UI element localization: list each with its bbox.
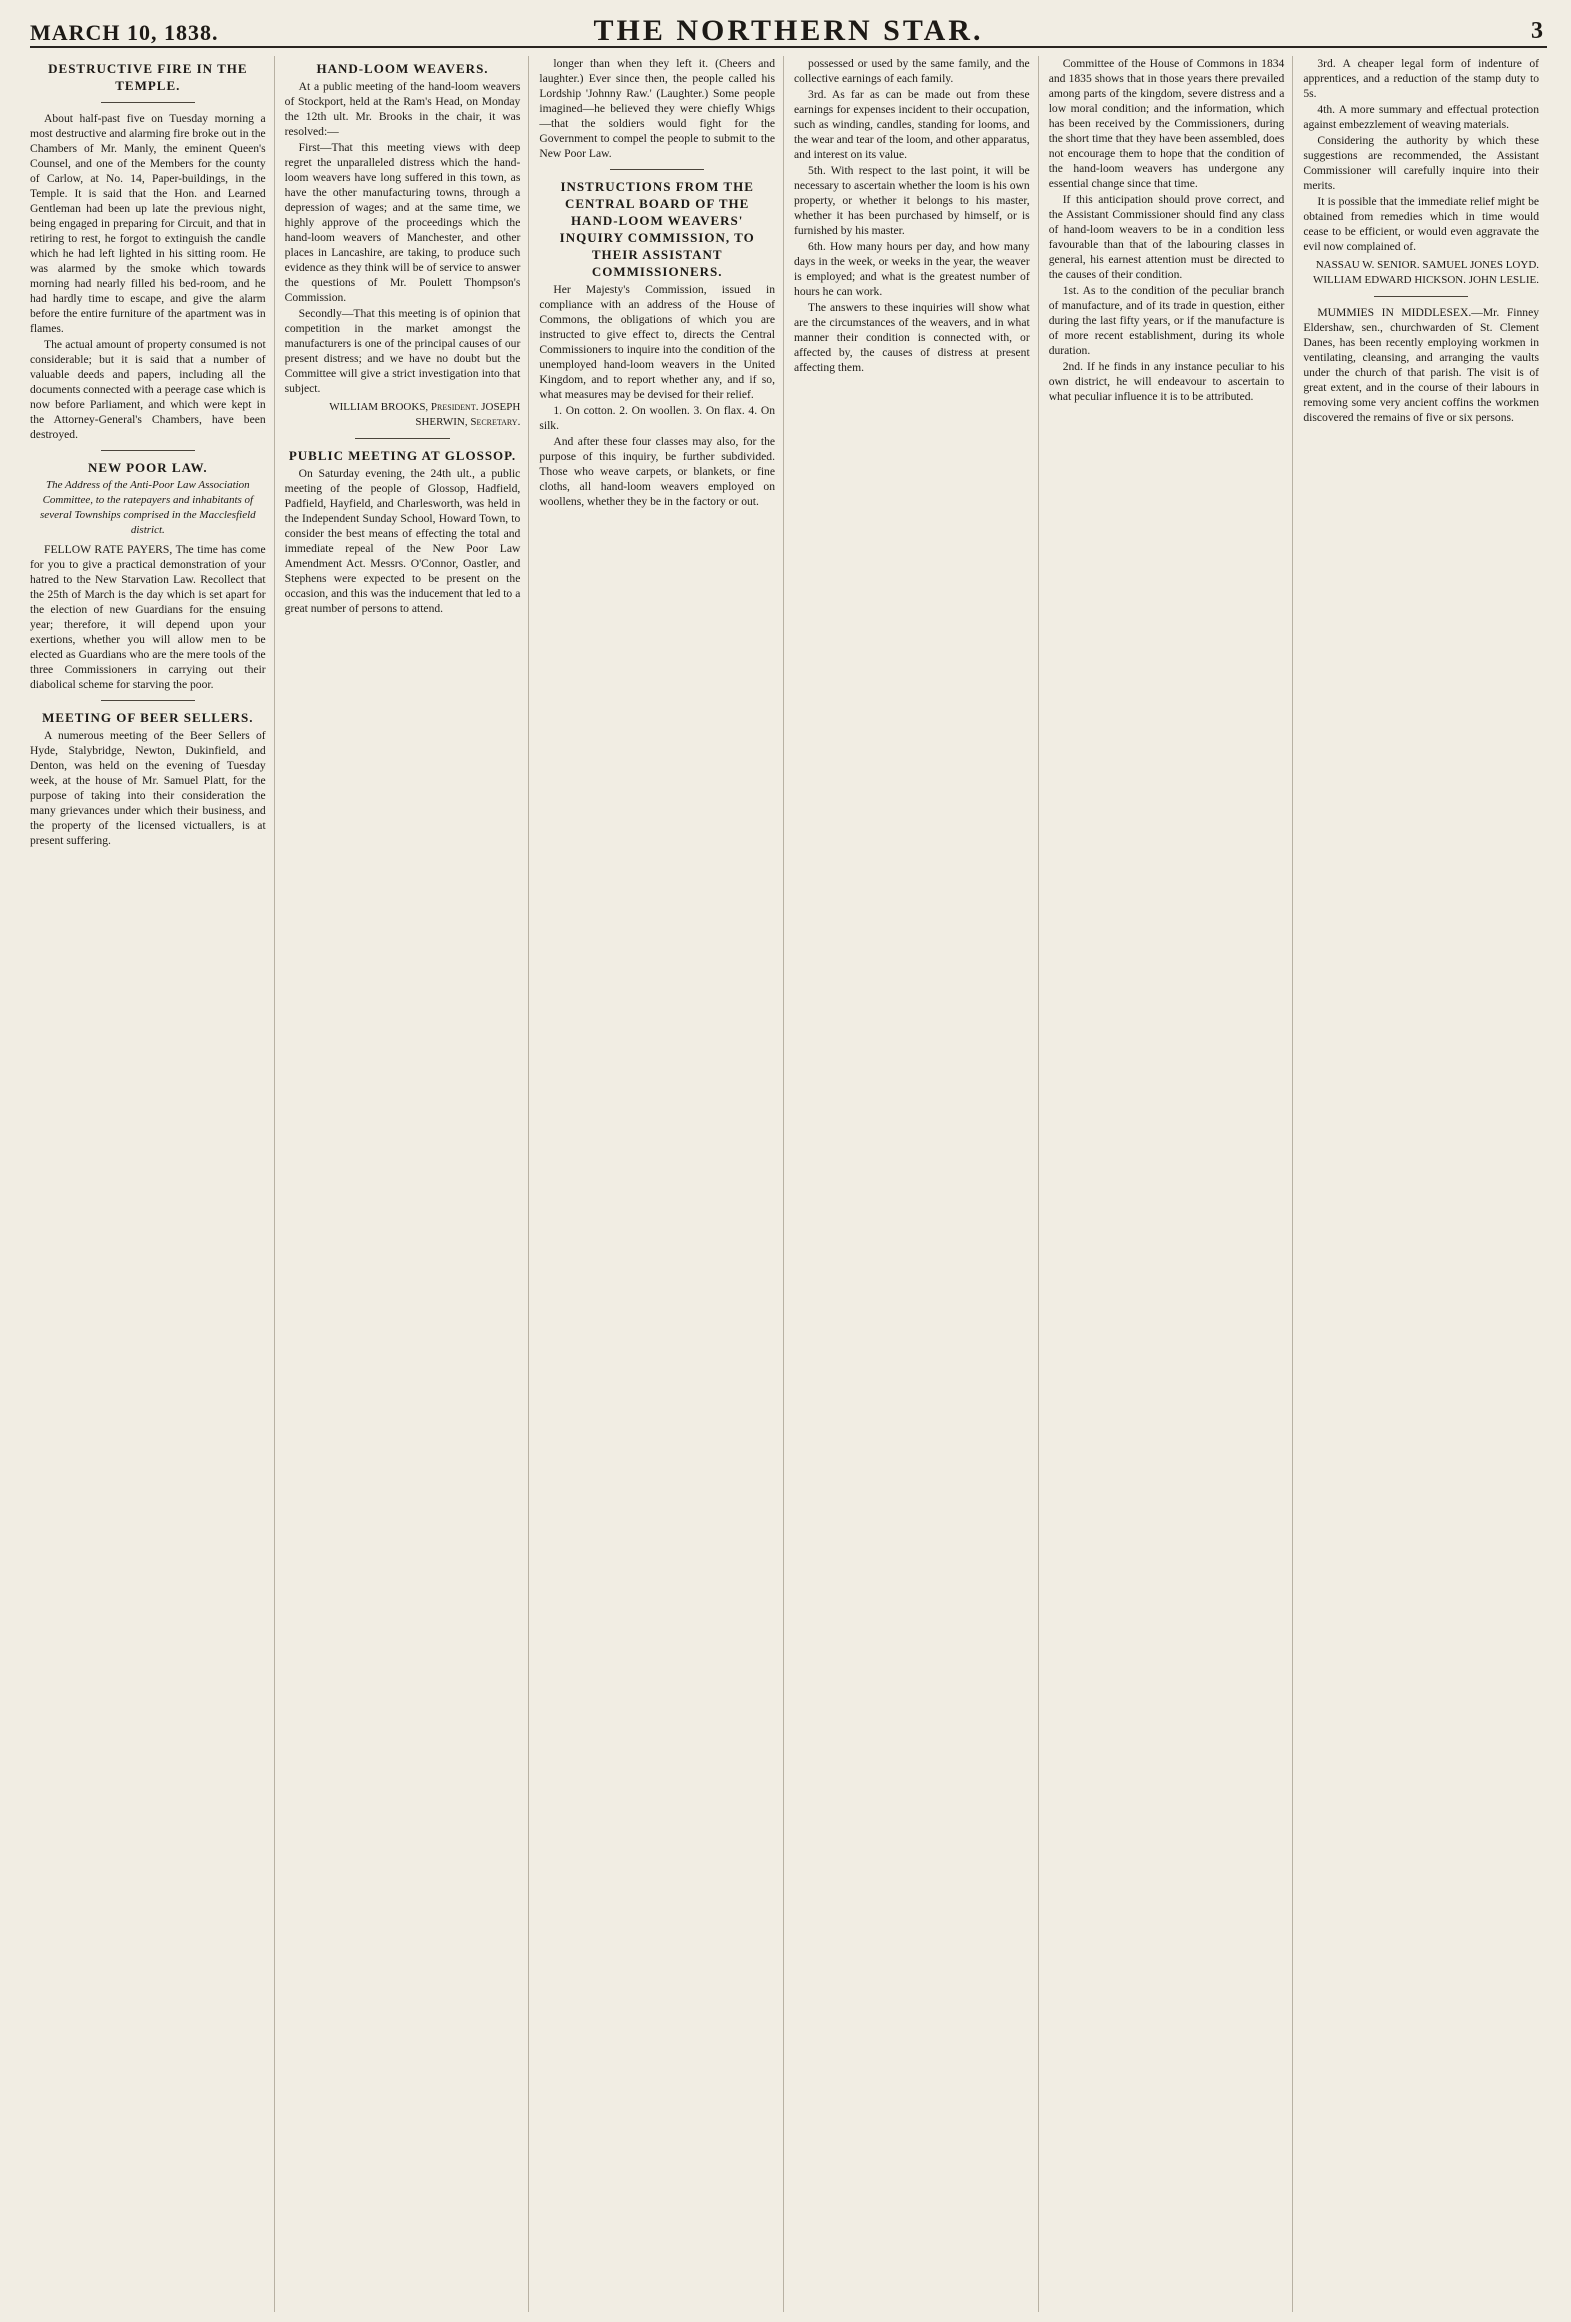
article-paragraph: 2nd. If he finds in any instance peculiar to his own district, he will endeavour to ascertain to what peculiar influence it is to be attributed.	[1048, 360, 1285, 403]
masthead	[30, 8, 1547, 48]
article-heading: MEETING OF BEER SELLERS.	[42, 710, 254, 725]
column-2	[285, 56, 530, 2312]
divider	[1374, 296, 1468, 297]
signatories: WILLIAM BROOKS, President. JOSEPH SHERWIN, Secretary.	[329, 401, 521, 428]
article-paragraph: MUMMIES IN MIDDLESEX.—Mr. Finney Eldershaw, sen., churchwarden of St. Clement Danes, has been recently employing workmen in ventilating, cleansing, and arranging the vaults under the church of that parish. The visit is of great extent, and in the course of their labours in removing some very ancient coffins the workmen discovered the remains of five or six persons.	[1303, 306, 1540, 424]
column-1	[30, 56, 275, 2312]
newspaper-columns	[30, 56, 1547, 2312]
article-paragraph: Secondly—That this meeting is of opinion that competition in the market amongst the manufacturers is one of the principal causes of our present distress; and we have no doubt but the Committee will give a strict investigation into that subject.	[284, 307, 521, 395]
column-5	[1049, 56, 1294, 2312]
newspaper-title: THE NORTHERN STAR.	[593, 14, 984, 47]
signatories: NASSAU W. SENIOR. SAMUEL JONES LOYD. WILLIAM EDWARD HICKSON. JOHN LESLIE.	[1312, 259, 1540, 286]
article-paragraph: Her Majesty's Commission, issued in compliance with an address of the House of Commons, the obligations of which you are instructed to give effect to, directs the Central Commissioners to inquire into the condition of the unemployed hand-loom weavers in the United Kingdom, and to report whether any, and if so, what measures may be devised for their relief.	[539, 283, 776, 401]
page-number: 3	[1531, 18, 1543, 44]
divider	[355, 438, 449, 439]
article-heading: PUBLIC MEETING AT GLOSSOP.	[288, 448, 517, 463]
article-paragraph: 5th. With respect to the last point, it will be necessary to ascertain whether the loom is his own property, or whether it belongs to his master, whether it has been purchased by himself, or is furnished by his master.	[794, 164, 1030, 237]
divider	[101, 700, 195, 701]
article-paragraph: It is possible that the immediate relief might be obtained from remedies which in time would cease to be efficient, or would even aggravate the evil now complained of.	[1303, 195, 1540, 253]
article-paragraph: On Saturday evening, the 24th ult., a public meeting of the people of Glossop, Hadfield, Padfield, Hayfield, and Charlesworth, was held in the Independent Sunday School, Howard Town, to consider the best means of effecting the total and immediate repeal of the New Poor Law Amendment Act. Messrs. O'Connor, Oastler, and Stephens were expected to be present on the occasion, and this was the inducement that led to a great number of persons to attend.	[284, 467, 521, 615]
article-heading: INSTRUCTIONS FROM THE CENTRAL BOARD OF THE HAND-LOOM WEAVERS' INQUIRY COMMISSION, TO THEIR ASSISTANT COMMISSIONERS.	[559, 179, 755, 279]
article-paragraph: 4th. A more summary and effectual protection against embezzlement of weaving materials.	[1303, 103, 1540, 131]
article-paragraph: 1st. As to the condition of the peculiar branch of manufacture, and of its trade in question, either during the last fifty years, or if the manufacture is of more recent establishment, during its whole duration.	[1048, 284, 1285, 357]
divider	[101, 450, 195, 451]
column-4	[794, 56, 1039, 2312]
article-paragraph: At a public meeting of the hand-loom weavers of Stockport, held at the Ram's Head, on Monday the 12th ult. Mr. Brooks in the chair, it was resolved:—	[284, 80, 521, 138]
column-6	[1303, 56, 1547, 2312]
article-heading: HAND-LOOM WEAVERS.	[316, 61, 489, 76]
article-paragraph: About half-past five on Tuesday morning a most destructive and alarming fire broke out in the Chambers of Mr. Manly, the eminent Queen's Counsel, and one of the Members for the county of Carlow, at No. 14, Paper-buildings, in the Temple. It is said that the Hon. and Learned Gentleman had been up late the previous night, being engaged in preparing for Circuit, and that in retiring to rest, he forgot to extinguish the candle which he had left lighted in his sitting room. He was alarmed by the smoke which towards morning had nearly filled his bed-room, and he had hardly time to escape, and give the alarm before the entire furniture of the apartment was in flames.	[30, 112, 266, 335]
article-paragraph: 3rd. A cheaper legal form of indenture of apprentices, and a reduction of the stamp duty to 5s.	[1303, 57, 1540, 100]
article-paragraph: possessed or used by the same family, and the collective earnings of each family.	[794, 57, 1030, 85]
article-paragraph: 3rd. As far as can be made out from these earnings for expenses incident to their occupation, such as winding, candles, standing for looms, and the wear and tear of the loom, and other apparatus, and interest on its value.	[794, 88, 1030, 161]
issue-date: MARCH 10, 1838.	[30, 20, 219, 45]
article-paragraph: And after these four classes may also, for the purpose of this inquiry, be further subdivided. Those who weave carpets, or blankets, or fine cloths, all hand-loom weavers employed on woollens, whether they be in the factory or out.	[539, 435, 776, 508]
article-paragraph: First—That this meeting views with deep regret the unparalleled distress which the hand-loom weavers have long suffered in this town, as have the other manufacturing towns, through a depression of wages; and at the same time, we highly approve of the proceedings which the hand-loom weavers of Manchester, and other places in Lancashire, are taking, to produce such evidence as they think will be of service to answer the questions of Mr. Poulett Thompson's Commission.	[284, 141, 521, 304]
article-paragraph: Considering the authority by which these suggestions are recommended, the Assistant Commissioner will carefully inquire into their merits.	[1303, 134, 1540, 192]
article-subheading: The Address of the Anti-Poor Law Association Committee, to the ratepayers and inhabitants of several Townships comprised in the Macclesfield district.	[40, 479, 256, 536]
divider	[101, 102, 195, 103]
article-paragraph: Committee of the House of Commons in 1834 and 1835 shows that in those years there prevailed among parts of the kingdom, severe distress and a low moral condition; and the information, which has been received by the Commissioners, during the short time that they have been assembled, does not encourage them to hope that the condition of the hand-loom weavers has undergone any essential change since that time.	[1048, 57, 1285, 190]
article-heading: DESTRUCTIVE FIRE IN THE TEMPLE.	[48, 61, 248, 93]
article-paragraph: The actual amount of property consumed is not considerable; but it is said that a number of valuable deeds and papers, including all the documents connected with a peerage case which is now before Parliament, and which were kept in the Attorney-General's Chambers, have been destroyed.	[30, 338, 266, 441]
article-paragraph: 6th. How many hours per day, and how many days in the week, or weeks in the year, the weaver is employed; and what is the greatest number of hours he can work.	[794, 240, 1030, 298]
article-heading: NEW POOR LAW.	[88, 460, 208, 475]
column-3	[539, 56, 784, 2312]
article-paragraph: A numerous meeting of the Beer Sellers of Hyde, Stalybridge, Newton, Dukinfield, and Denton, was held on the evening of Tuesday week, at the house of Mr. Samuel Platt, for the purpose of taking into their consideration the many grievances under which their business, and the property of the licensed victuallers, is at present suffering.	[30, 729, 266, 847]
numbered-list: 1. On cotton. 2. On woollen. 3. On flax. 4. On silk.	[539, 404, 776, 432]
article-paragraph: FELLOW RATE PAYERS, The time has come for you to give a practical demonstration of your hatred to the New Starvation Law. Recollect that the 25th of March is the day which is set apart for the election of new Guardians for the ensuing year; therefore, it will depend upon your exertions, whether you will allow men to be elected as Guardians who are the mere tools of the three Commissioners in carrying out their diabolical scheme for starving the poor.	[30, 543, 266, 691]
article-paragraph: If this anticipation should prove correct, and the Assistant Commissioner should find any class of hand-loom weavers to be in a condition less favourable than that of the labouring classes in general, his earnest attention must be directed to the causes of their condition.	[1048, 193, 1285, 281]
divider	[610, 169, 704, 170]
article-paragraph: longer than when they left it. (Cheers and laughter.) Ever since then, the people called his Lordship 'Johnny Raw.' (Laughter.) Some people imagined—he believed they were chiefly Whigs—that the soldiers would fight for the Government to compel the people to submit to the New Poor Law.	[539, 57, 776, 160]
article-paragraph: The answers to these inquiries will show what are the circumstances of the weavers, and in what manner their condition is connected with, or affected by, the causes of distress at present affecting them.	[794, 301, 1030, 374]
